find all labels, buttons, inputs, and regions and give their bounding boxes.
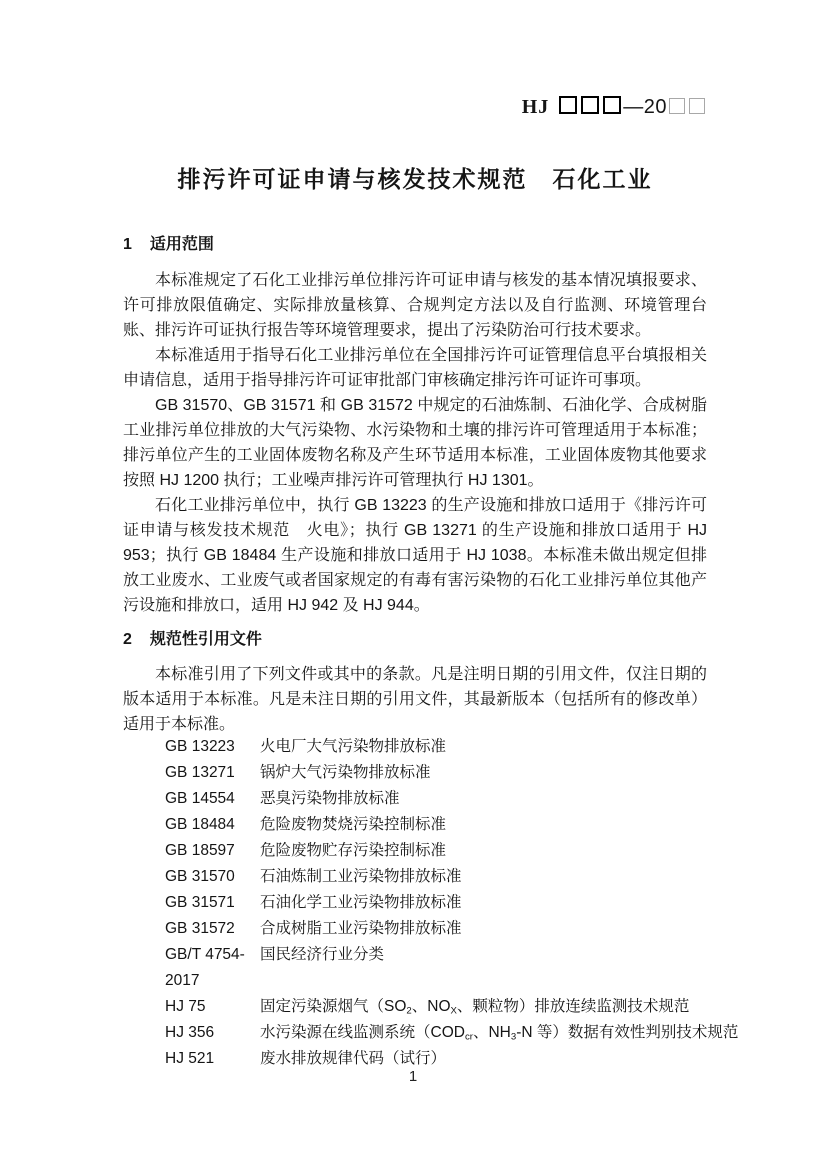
standard-year-dash: —20: [623, 96, 667, 118]
paragraph: 本标准引用了下列文件或其中的条款。凡是注明日期的引用文件，仅注日期的版本适用于本标准。凡是未注日期的引用文件，其最新版本（包括所有的修改单）适用于本标准。: [123, 666, 707, 733]
section-1-heading: [123, 235, 707, 255]
section-2-heading: [123, 630, 707, 650]
reference-code: HJ 521: [165, 1050, 215, 1067]
reference-title: 合成树脂工业污染物排放标准: [260, 920, 462, 937]
reference-title: 水污染源在线监测系统（$COD_{cr}$、$NH_3-N$ 等）数据有效性判别技术规范: [260, 1024, 739, 1043]
reference-row: [123, 1020, 739, 1046]
reference-code: GB 13271: [165, 764, 235, 781]
reference-title: 火电厂大气污染物排放标准: [260, 738, 447, 755]
reference-code: GB/T 4754-2017: [165, 946, 245, 989]
reference-row: [123, 812, 707, 838]
reference-code: HJ 356: [165, 1024, 215, 1041]
page-number: 1: [408, 1068, 418, 1085]
document-content: [123, 0, 739, 1072]
standard-number: [123, 0, 707, 120]
section-2-body: [123, 662, 707, 737]
reference-title: 废水排放规律代码（试行）: [260, 1050, 447, 1067]
reference-title: 石油化学工业污染物排放标准: [260, 894, 462, 911]
reference-code: HJ 75: [165, 998, 206, 1015]
document-title: 排污许可证申请与核发技术规范 石化工业: [177, 166, 653, 192]
reference-code: GB 13223: [165, 738, 235, 755]
reference-title: 固定污染源烟气（$SO_2$、$NO_X$、颗粒物）排放连续监测技术规范: [260, 998, 690, 1017]
reference-row: [123, 864, 707, 890]
reference-title: 恶臭污染物排放标准: [260, 790, 400, 807]
reference-title: 锅炉大气污染物排放标准: [260, 764, 431, 781]
reference-row: [123, 994, 707, 1020]
reference-title: 石油炼制工业污染物排放标准: [260, 868, 462, 885]
reference-code: GB 18484: [165, 816, 235, 833]
section-heading-label: 适用范围: [149, 236, 214, 253]
reference-row: [123, 838, 707, 864]
placeholder-box: [559, 96, 577, 114]
reference-row: [123, 916, 707, 942]
placeholder-box: [689, 98, 705, 114]
placeholder-box: [581, 96, 599, 114]
paragraph: 本标准适用于指导石化工业排污单位在全国排污许可证管理信息平台填报相关申请信息，适用于指导排污许可证审批部门审核确定排污许可证许可事项。: [123, 347, 707, 389]
paragraph: 石化工业排污单位中，执行 GB 13223 的生产设施和排放口适用于《排污许可证申请与核发技术规范 火电》；执行 GB 13271 的生产设施和排放口适用于 HJ 953；执行 GB 18484 生产设施和排放口适用于 HJ 1038。本标准未做出规定但排放工业废水、工业废气或者国家规定的有毒有害污染物的石化工业排污单位其他产污设施和排放口，适用 HJ 942 及 HJ 944。: [123, 497, 707, 614]
reference-row: [123, 734, 707, 760]
standard-number-placeholder-boxes: [557, 96, 623, 120]
paragraph: 本标准规定了石化工业排污单位排污许可证申请与核发的基本情况填报要求、许可排放限值确定、实际排放量核算、合规判定方法以及自行监测、环境管理台账、排污许可证执行报告等环境管理要求，提出了污染防治可行技术要求。: [123, 272, 707, 339]
reference-row: [123, 786, 707, 812]
standard-year-placeholder-boxes: [667, 96, 707, 120]
reference-row: [123, 890, 707, 916]
paragraph: GB 31570、GB 31571 和 GB 31572 中规定的石油炼制、石油化学、合成树脂工业排污单位排放的大气污染物、水污染物和土壤的排污许可管理适用于本标准；排污单位产生的工业固体废物名称及产生环节适用本标准，工业固体废物其他要求按照 HJ 1200 执行；工业噪声排污许可管理执行 HJ 1301。: [123, 397, 707, 489]
placeholder-box: [669, 98, 685, 114]
section-number: 2: [123, 631, 132, 648]
reference-code: GB 31570: [165, 868, 235, 885]
reference-title: 危险废物贮存污染控制标准: [260, 842, 447, 859]
reference-code: GB 31571: [165, 894, 235, 911]
reference-code: GB 14554: [165, 790, 235, 807]
placeholder-box: [603, 96, 621, 114]
standard-code-prefix: HJ: [521, 96, 550, 118]
reference-title: 危险废物焚烧污染控制标准: [260, 816, 447, 833]
reference-row: [123, 942, 707, 994]
section-heading-label: 规范性引用文件: [149, 631, 262, 648]
reference-code: GB 31572: [165, 920, 235, 937]
section-number: 1: [123, 236, 132, 253]
reference-title: 国民经济行业分类: [260, 946, 385, 963]
reference-row: [123, 760, 707, 786]
references-list: [123, 734, 739, 1072]
reference-code: GB 18597: [165, 842, 235, 859]
section-1-body: [123, 268, 707, 618]
